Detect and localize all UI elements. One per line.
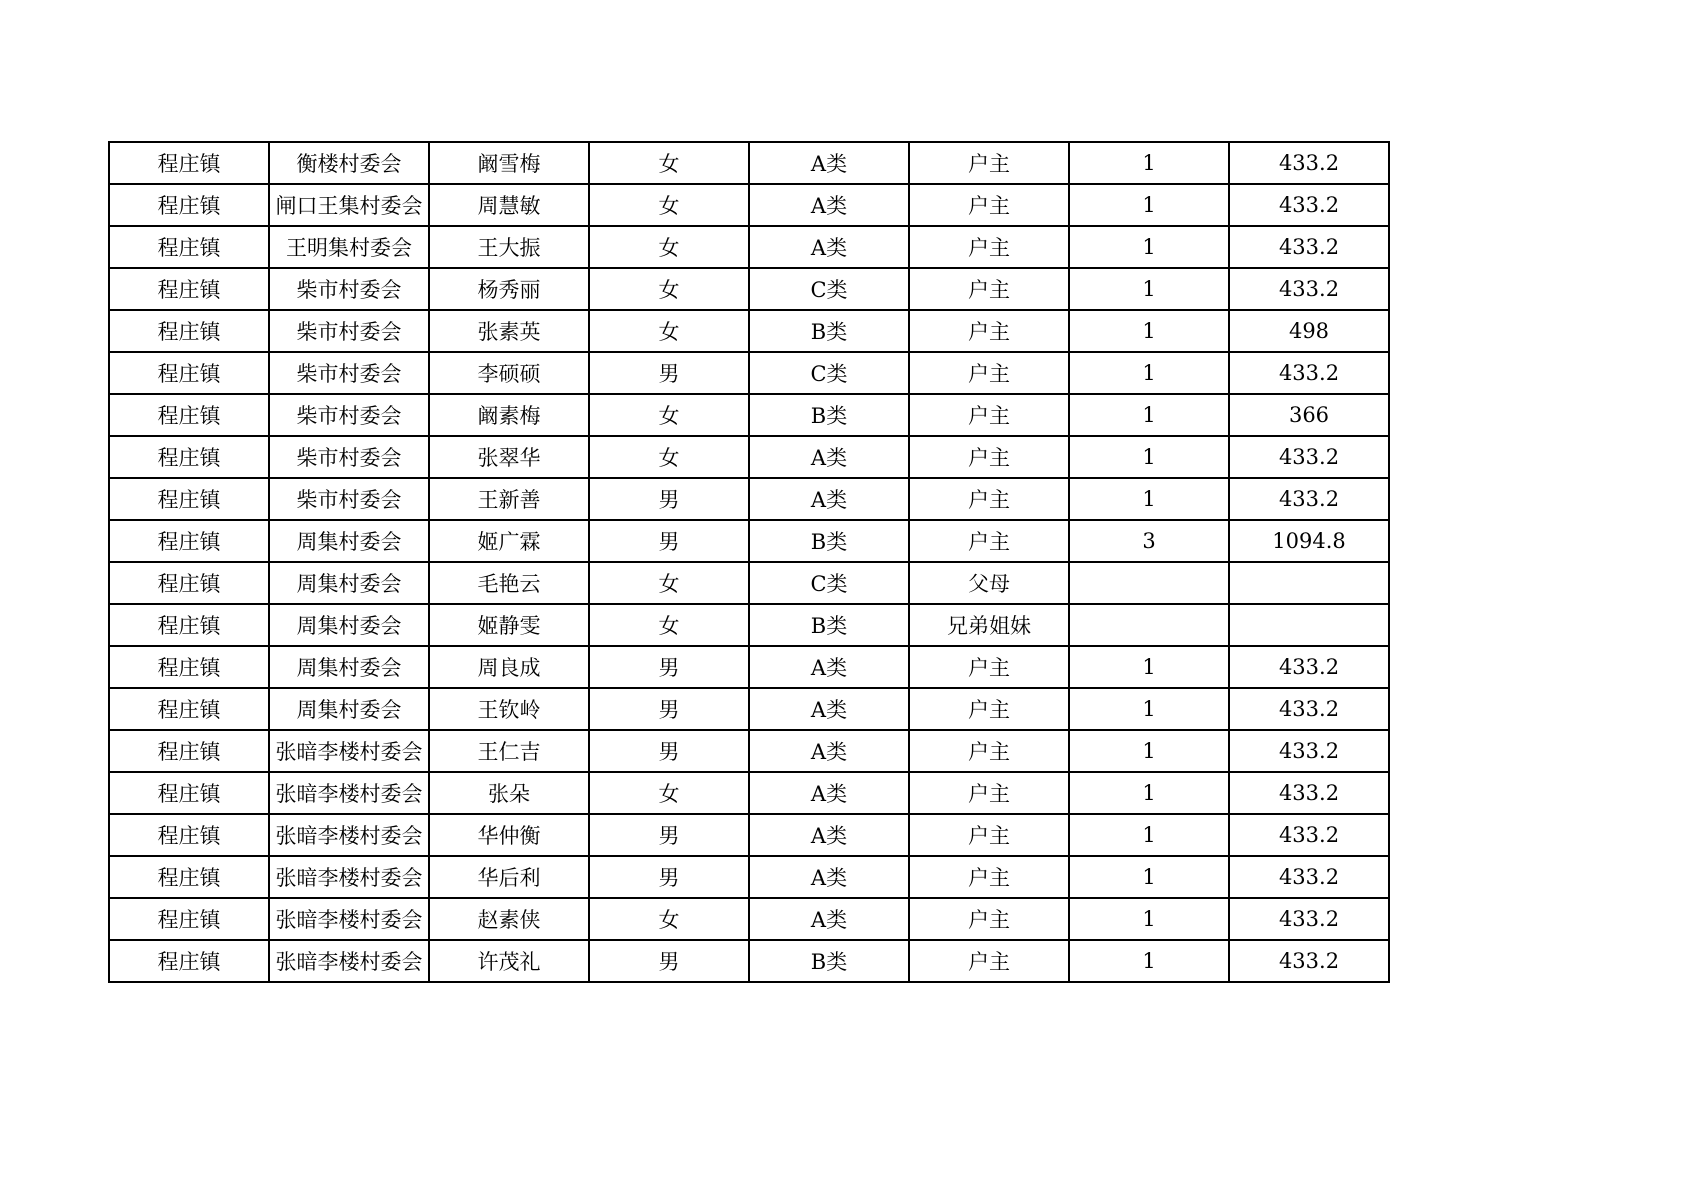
amount-cell: [1229, 562, 1389, 604]
town-cell: 程庄镇: [109, 940, 269, 982]
town-cell: 程庄镇: [109, 856, 269, 898]
town-cell: 程庄镇: [109, 226, 269, 268]
town-cell: 程庄镇: [109, 688, 269, 730]
count-cell: 1: [1069, 814, 1229, 856]
amount-cell: 433.2: [1229, 814, 1389, 856]
town-cell: 程庄镇: [109, 394, 269, 436]
count-cell: 1: [1069, 730, 1229, 772]
name-cell: 赵素侠: [429, 898, 589, 940]
count-cell: 1: [1069, 436, 1229, 478]
category-cell: B类: [749, 310, 909, 352]
relation-cell: 户主: [909, 772, 1069, 814]
gender-cell: 男: [589, 814, 749, 856]
amount-cell: 433.2: [1229, 730, 1389, 772]
count-cell: 1: [1069, 772, 1229, 814]
town-cell: 程庄镇: [109, 268, 269, 310]
count-cell: [1069, 604, 1229, 646]
gender-cell: 女: [589, 226, 749, 268]
table-row: [109, 562, 1389, 604]
category-cell: A类: [749, 436, 909, 478]
relation-cell: 户主: [909, 310, 1069, 352]
village-cell: 张暗李楼村委会: [269, 940, 429, 982]
name-cell: 李硕硕: [429, 352, 589, 394]
village-cell: 周集村委会: [269, 604, 429, 646]
gender-cell: 男: [589, 856, 749, 898]
amount-cell: 433.2: [1229, 436, 1389, 478]
name-cell: 王大振: [429, 226, 589, 268]
village-cell: 张暗李楼村委会: [269, 814, 429, 856]
table-row: [109, 688, 1389, 730]
name-cell: 毛艳云: [429, 562, 589, 604]
category-cell: B类: [749, 940, 909, 982]
table-row: [109, 310, 1389, 352]
village-cell: 张暗李楼村委会: [269, 856, 429, 898]
name-cell: 阚素梅: [429, 394, 589, 436]
relation-cell: 户主: [909, 478, 1069, 520]
count-cell: 1: [1069, 184, 1229, 226]
relation-cell: 户主: [909, 394, 1069, 436]
category-cell: A类: [749, 646, 909, 688]
table-row: [109, 226, 1389, 268]
count-cell: 1: [1069, 394, 1229, 436]
count-cell: 1: [1069, 940, 1229, 982]
amount-cell: 433.2: [1229, 688, 1389, 730]
amount-cell: 433.2: [1229, 898, 1389, 940]
relation-cell: 户主: [909, 352, 1069, 394]
amount-cell: 433.2: [1229, 856, 1389, 898]
category-cell: B类: [749, 520, 909, 562]
relation-cell: 户主: [909, 646, 1069, 688]
table-row: [109, 898, 1389, 940]
category-cell: C类: [749, 268, 909, 310]
gender-cell: 男: [589, 646, 749, 688]
relation-cell: 父母: [909, 562, 1069, 604]
name-cell: 姬静雯: [429, 604, 589, 646]
village-cell: 周集村委会: [269, 688, 429, 730]
category-cell: B类: [749, 604, 909, 646]
village-cell: 柴市村委会: [269, 478, 429, 520]
town-cell: 程庄镇: [109, 646, 269, 688]
gender-cell: 女: [589, 394, 749, 436]
table-row: [109, 394, 1389, 436]
town-cell: 程庄镇: [109, 520, 269, 562]
gender-cell: 女: [589, 268, 749, 310]
village-cell: 张暗李楼村委会: [269, 772, 429, 814]
relation-cell: 户主: [909, 814, 1069, 856]
village-cell: 柴市村委会: [269, 310, 429, 352]
amount-cell: 433.2: [1229, 940, 1389, 982]
town-cell: 程庄镇: [109, 352, 269, 394]
village-cell: 周集村委会: [269, 520, 429, 562]
table-row: [109, 604, 1389, 646]
table-row: [109, 520, 1389, 562]
relation-cell: 户主: [909, 940, 1069, 982]
table-row: [109, 478, 1389, 520]
gender-cell: 男: [589, 730, 749, 772]
amount-cell: 433.2: [1229, 352, 1389, 394]
village-cell: 周集村委会: [269, 646, 429, 688]
table-row: [109, 184, 1389, 226]
town-cell: 程庄镇: [109, 562, 269, 604]
amount-cell: [1229, 604, 1389, 646]
gender-cell: 男: [589, 478, 749, 520]
category-cell: A类: [749, 226, 909, 268]
count-cell: [1069, 562, 1229, 604]
count-cell: 1: [1069, 142, 1229, 184]
name-cell: 周慧敏: [429, 184, 589, 226]
village-cell: 柴市村委会: [269, 436, 429, 478]
village-cell: 衡楼村委会: [269, 142, 429, 184]
data-table: [108, 141, 1390, 983]
name-cell: 杨秀丽: [429, 268, 589, 310]
town-cell: 程庄镇: [109, 184, 269, 226]
table-body: [109, 142, 1389, 982]
village-cell: 闸口王集村委会: [269, 184, 429, 226]
name-cell: 王新善: [429, 478, 589, 520]
amount-cell: 498: [1229, 310, 1389, 352]
relation-cell: 户主: [909, 226, 1069, 268]
name-cell: 华仲衡: [429, 814, 589, 856]
table-row: [109, 856, 1389, 898]
count-cell: 1: [1069, 310, 1229, 352]
category-cell: A类: [749, 142, 909, 184]
table-row: [109, 268, 1389, 310]
gender-cell: 女: [589, 898, 749, 940]
village-cell: 周集村委会: [269, 562, 429, 604]
amount-cell: 433.2: [1229, 478, 1389, 520]
category-cell: A类: [749, 478, 909, 520]
gender-cell: 男: [589, 940, 749, 982]
town-cell: 程庄镇: [109, 436, 269, 478]
category-cell: A类: [749, 772, 909, 814]
gender-cell: 女: [589, 772, 749, 814]
village-cell: 张暗李楼村委会: [269, 730, 429, 772]
name-cell: 王仁吉: [429, 730, 589, 772]
relation-cell: 户主: [909, 898, 1069, 940]
table-row: [109, 730, 1389, 772]
amount-cell: 366: [1229, 394, 1389, 436]
category-cell: B类: [749, 394, 909, 436]
count-cell: 1: [1069, 856, 1229, 898]
category-cell: A类: [749, 730, 909, 772]
count-cell: 1: [1069, 268, 1229, 310]
count-cell: 1: [1069, 352, 1229, 394]
amount-cell: 433.2: [1229, 142, 1389, 184]
village-cell: 柴市村委会: [269, 394, 429, 436]
name-cell: 阚雪梅: [429, 142, 589, 184]
name-cell: 周良成: [429, 646, 589, 688]
town-cell: 程庄镇: [109, 310, 269, 352]
relation-cell: 户主: [909, 730, 1069, 772]
count-cell: 1: [1069, 646, 1229, 688]
category-cell: A类: [749, 184, 909, 226]
name-cell: 张朵: [429, 772, 589, 814]
relation-cell: 户主: [909, 520, 1069, 562]
count-cell: 1: [1069, 898, 1229, 940]
town-cell: 程庄镇: [109, 898, 269, 940]
category-cell: C类: [749, 352, 909, 394]
count-cell: 1: [1069, 478, 1229, 520]
relation-cell: 户主: [909, 856, 1069, 898]
gender-cell: 男: [589, 688, 749, 730]
name-cell: 张翠华: [429, 436, 589, 478]
relation-cell: 兄弟姐妹: [909, 604, 1069, 646]
amount-cell: 433.2: [1229, 268, 1389, 310]
gender-cell: 女: [589, 310, 749, 352]
town-cell: 程庄镇: [109, 772, 269, 814]
village-cell: 张暗李楼村委会: [269, 898, 429, 940]
category-cell: C类: [749, 562, 909, 604]
table-row: [109, 814, 1389, 856]
gender-cell: 男: [589, 352, 749, 394]
gender-cell: 女: [589, 142, 749, 184]
relation-cell: 户主: [909, 184, 1069, 226]
town-cell: 程庄镇: [109, 142, 269, 184]
relation-cell: 户主: [909, 268, 1069, 310]
amount-cell: 433.2: [1229, 226, 1389, 268]
name-cell: 姬广霖: [429, 520, 589, 562]
table-row: [109, 772, 1389, 814]
gender-cell: 女: [589, 436, 749, 478]
name-cell: 王钦岭: [429, 688, 589, 730]
village-cell: 柴市村委会: [269, 268, 429, 310]
relation-cell: 户主: [909, 436, 1069, 478]
category-cell: A类: [749, 688, 909, 730]
table-row: [109, 142, 1389, 184]
amount-cell: 433.2: [1229, 772, 1389, 814]
amount-cell: 433.2: [1229, 184, 1389, 226]
relation-cell: 户主: [909, 688, 1069, 730]
category-cell: A类: [749, 898, 909, 940]
count-cell: 3: [1069, 520, 1229, 562]
table-row: [109, 352, 1389, 394]
category-cell: A类: [749, 814, 909, 856]
category-cell: A类: [749, 856, 909, 898]
gender-cell: 女: [589, 184, 749, 226]
amount-cell: 1094.8: [1229, 520, 1389, 562]
name-cell: 华后利: [429, 856, 589, 898]
count-cell: 1: [1069, 688, 1229, 730]
gender-cell: 男: [589, 520, 749, 562]
count-cell: 1: [1069, 226, 1229, 268]
gender-cell: 女: [589, 562, 749, 604]
town-cell: 程庄镇: [109, 478, 269, 520]
town-cell: 程庄镇: [109, 604, 269, 646]
village-cell: 王明集村委会: [269, 226, 429, 268]
table-row: [109, 646, 1389, 688]
relation-cell: 户主: [909, 142, 1069, 184]
town-cell: 程庄镇: [109, 814, 269, 856]
amount-cell: 433.2: [1229, 646, 1389, 688]
gender-cell: 女: [589, 604, 749, 646]
name-cell: 许茂礼: [429, 940, 589, 982]
village-cell: 柴市村委会: [269, 352, 429, 394]
town-cell: 程庄镇: [109, 730, 269, 772]
table-row: [109, 436, 1389, 478]
table-row: [109, 940, 1389, 982]
name-cell: 张素英: [429, 310, 589, 352]
